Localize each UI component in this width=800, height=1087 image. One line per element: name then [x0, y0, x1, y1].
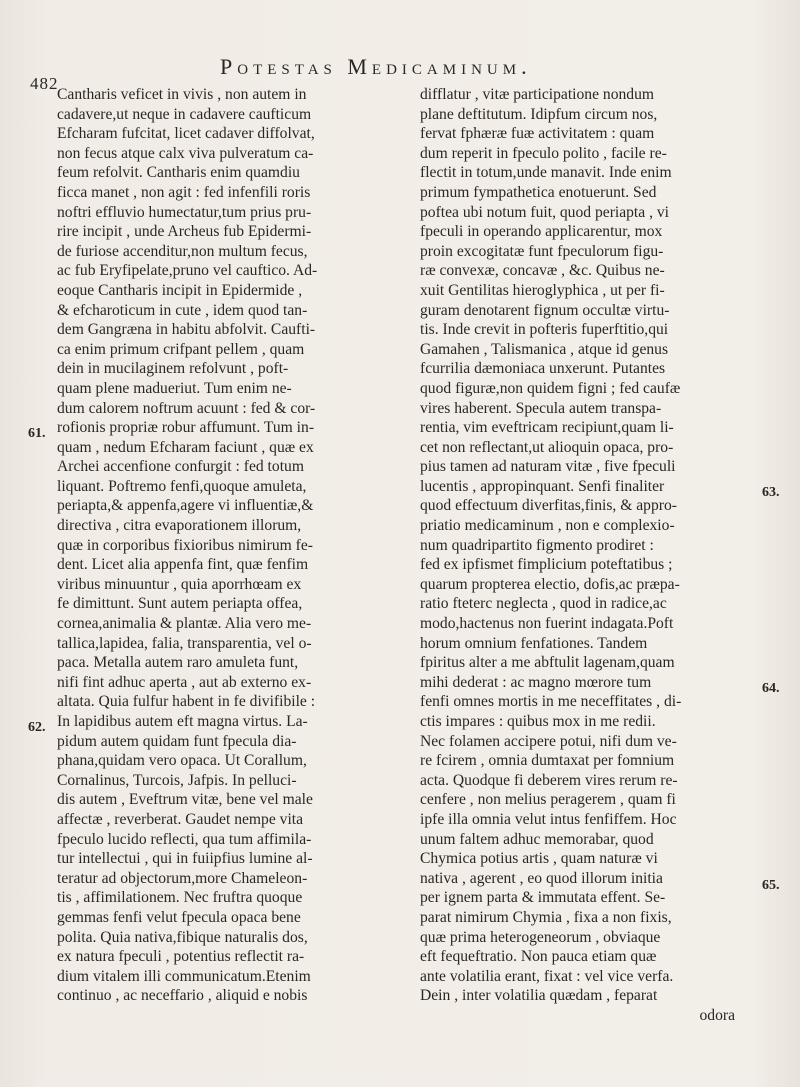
text-line: unum faltem adhuc memorabar, quod — [420, 830, 654, 848]
text-line: priatio medicaminum , non e complexio- — [420, 517, 675, 535]
text-line: fervat fphæræ fuæ activitatem : quam — [420, 125, 655, 143]
text-line: ca enim primum crifpant pellem , quam — [57, 340, 305, 358]
text-line: difflatur , vitæ participatione nondum — [420, 86, 655, 103]
text-line: tallica,lapidea, falia, transparentia, vel o- — [57, 634, 312, 652]
left-text-column — [57, 85, 402, 1006]
text-line: horum omnium fenfationes. Tandem — [420, 634, 648, 652]
text-line: dem Gangræna in habitu abfolvit. Caufti- — [57, 321, 316, 339]
text-line: periapta,& appenfa,agere vi influentiæ,& — [57, 497, 314, 515]
text-line: Archei accenfione confurgit : fed totum — [57, 458, 304, 476]
text-line: ex natura fpeculi , potentius reflectit ra- — [57, 948, 305, 966]
text-line: ratio fteterc neglecta , quod in radice,ac — [420, 595, 667, 613]
text-line: fpiritus alter a me abftulit lagenam,quam — [420, 654, 675, 672]
text-line: ipfe illa omnia velut intus fenfiffem. Hoc — [420, 810, 677, 828]
text-line: quod figuræ,non quidem figni ; fed caufæ — [420, 379, 681, 397]
text-line: vires haberent. Specula autem transpa- — [420, 399, 662, 417]
text-line: poftea ubi notum fuit, quod periapta , vi — [420, 203, 670, 221]
text-line: per ignem parta & immutata effent. Se- — [420, 889, 666, 907]
text-line: cenfere , non melius peragerem , quam fi — [420, 791, 676, 809]
catchword: odora — [699, 1006, 735, 1024]
text-line: ræ convexæ, concavæ , &c. Quibus ne- — [420, 262, 665, 280]
text-line: quæ prima heterogeneorum , obviaque — [420, 928, 661, 946]
text-line: feum refolvit. Cantharis enim quamdiu — [57, 164, 300, 182]
right-text-column — [420, 85, 755, 1026]
margin-number-65: 65. — [762, 878, 780, 893]
text-line: In lapidibus autem eft magna virtus. La- — [57, 713, 308, 730]
text-line: pius tamen ad naturam vitæ , five fpeculi — [420, 458, 676, 476]
text-line: flectit in totum,unde manavit. Inde enim — [420, 164, 672, 182]
text-line: paca. Metalla autem raro amuleta funt, — [57, 654, 299, 672]
text-line: Nec folamen accipere potui, nifi dum ve- — [420, 732, 677, 750]
text-line: dium vitalem illi communicatum.Etenim — [57, 967, 311, 985]
text-line: guram denotarent fignum occultæ virtu- — [420, 301, 670, 319]
text-line: proin excogitatæ funt fpeculorum figu- — [420, 242, 664, 260]
text-line: Efcharam fufcitat, licet cadaver diffolvat, — [57, 125, 315, 143]
text-line: quam plene madueriut. Tum enim ne- — [57, 379, 292, 397]
text-line: dent. Licet alia appenfa fint, quæ fenfim — [57, 556, 309, 574]
text-line: num quadripartito figmento prodiret : — [420, 536, 654, 554]
text-line: Gamahen , Talismanica , atque id genus — [420, 340, 669, 358]
text-line: viribus minuuntur , quia aporrhœam ex — [57, 575, 302, 593]
text-line: dein in mucilaginem refolvunt , poft- — [57, 360, 289, 378]
text-line: directiva , citra evaporationem illorum, — [57, 517, 302, 535]
text-line: primum fympathetica enotuerunt. Sed — [420, 183, 657, 201]
text-line: noftri effluvio humectatur,tum prius pru- — [57, 203, 312, 221]
margin-number-61: 61. — [28, 426, 46, 441]
text-line: modo,hactenus non fuerint indagata.Poft — [420, 615, 674, 633]
text-line: ante volatilia erant, fixat : vel vice verfa. — [420, 967, 674, 985]
text-line: lucentis , appropinquant. Senfi finaliter — [420, 477, 665, 495]
margin-number-64: 64. — [762, 681, 780, 696]
text-line: nativa , agerent , eo quod illorum initia — [420, 869, 663, 887]
text-line: fenfi omnes mortis in me neceffitates , di- — [420, 693, 682, 711]
text-line: quæ in corporibus fixioribus nimirum fe- — [57, 536, 313, 554]
text-line: dis autem , Eveftrum vitæ, bene vel male — [57, 791, 313, 809]
text-line: fpeculi in operando applicarentur, mox — [420, 223, 663, 241]
text-line: fed ex ipfismet fimplicium poteftatibus ; — [420, 556, 673, 574]
text-line: & efcharoticum in cute , idem quod tan- — [57, 301, 308, 319]
text-line: nifi fint adhuc aperta , aut ab externo ex- — [57, 673, 312, 691]
text-line: rofionis propriæ robur affumunt. Tum in- — [57, 419, 315, 437]
text-line: ac fub Eryfipelate,pruno vel cauftico. Ad- — [57, 262, 318, 280]
text-line: teratur ad objectorum,more Chameleon- — [57, 869, 308, 887]
text-line: plane deftitutum. Idipfum circum nos, — [420, 105, 658, 123]
text-line: continuo , ac neceffario , aliquid e nobis — [57, 987, 308, 1005]
running-title: Potestas Medicaminum. — [220, 54, 532, 79]
text-line: phana,quidam vero opaca. Ut Corallum, — [57, 752, 307, 770]
text-line: dum calorem noftrum acuunt : fed & cor- — [57, 399, 316, 417]
text-line: rentia, vim eveftricam recipiunt,quam li- — [420, 419, 674, 437]
text-line: acta. Quodque fi deberem vires rerum re- — [420, 771, 678, 789]
text-line: ctis impares : quibus mox in me redii. — [420, 713, 656, 730]
text-line: Chymica potius artis , quam naturæ vi — [420, 850, 658, 868]
text-line: Cantharis veficet in vivis , non autem in — [57, 86, 307, 103]
text-line: mihi dederat : ac magno mœrore tum — [420, 673, 652, 691]
text-line: tis , affimilationem. Nec fruftra quoque — [57, 889, 303, 907]
text-line: tis. Inde crevit in pofteris fuperftitio,qui — [420, 321, 669, 339]
text-line: eft fequeftratio. Non pauca etiam quæ — [420, 948, 657, 966]
margin-number-63: 63. — [762, 485, 780, 500]
text-line: altata. Quia fulfur habent in fe divifibile : — [57, 693, 316, 711]
text-line: cadavere,ut neque in cadavere caufticum — [57, 105, 312, 123]
page-number: 482 — [30, 74, 59, 93]
margin-number-62: 62. — [28, 720, 46, 735]
text-line: liquant. Poftremo fenfi,quoque amuleta, — [57, 477, 307, 495]
text-line: xuit Gentilitas hieroglyphica , ut per fi- — [420, 281, 665, 299]
text-line: gemmas fenfi velut fpecula opaca bene — [57, 908, 301, 926]
text-line: dum reperit in fpeculo polito , facile re- — [420, 144, 667, 162]
text-line: rire incipit , unde Archeus fub Epidermi- — [57, 223, 312, 241]
text-line: fcurrilia dæmoniaca unxerunt. Putantes — [420, 360, 666, 378]
text-line: quod effectuum diverfitas,finis, & appro- — [420, 497, 677, 515]
text-line: polita. Quia nativa,fibique naturalis dos, — [57, 928, 308, 946]
text-line: fpeculo lucido reflecti, qua tum affimila- — [57, 830, 312, 848]
text-line: parat nimirum Chymia , fixa a non fixis, — [420, 908, 672, 926]
text-line: eoque Cantharis incipit in Epidermide , — [57, 281, 303, 299]
text-line: Dein , inter volatilia quædam , feparat — [420, 987, 658, 1005]
text-line: pidum autem quidam funt fpecula dia- — [57, 732, 297, 750]
text-line: quam , nedum Efcharam faciunt , quæ ex — [57, 438, 314, 456]
text-line: tur intellectui , qui in fuiipfius lumine al- — [57, 850, 313, 868]
text-line: affectæ , reverberat. Gaudet nempe vita — [57, 810, 304, 828]
text-line: cornea,animalia & plantæ. Alia vero me- — [57, 615, 312, 633]
text-line: de furiose accenditur,non multum fecus, — [57, 242, 308, 260]
text-line: Cornalinus, Turcois, Jafpis. In pelluci- — [57, 771, 297, 789]
text-line: re fcirem , omnia dumtaxat per fomnium — [420, 752, 675, 770]
text-line: quarum propterea electio, dofis,ac præpa- — [420, 575, 680, 593]
text-line: ficca manet , non agit : fed infenfili roris — [57, 183, 311, 201]
text-line: non fecus atque calx viva pulveratum ca- — [57, 144, 314, 162]
text-line: fe dimittunt. Sunt autem periapta offea, — [57, 595, 303, 613]
text-line: cet non reflectant,ut alioquin opaca, pro- — [420, 438, 674, 456]
